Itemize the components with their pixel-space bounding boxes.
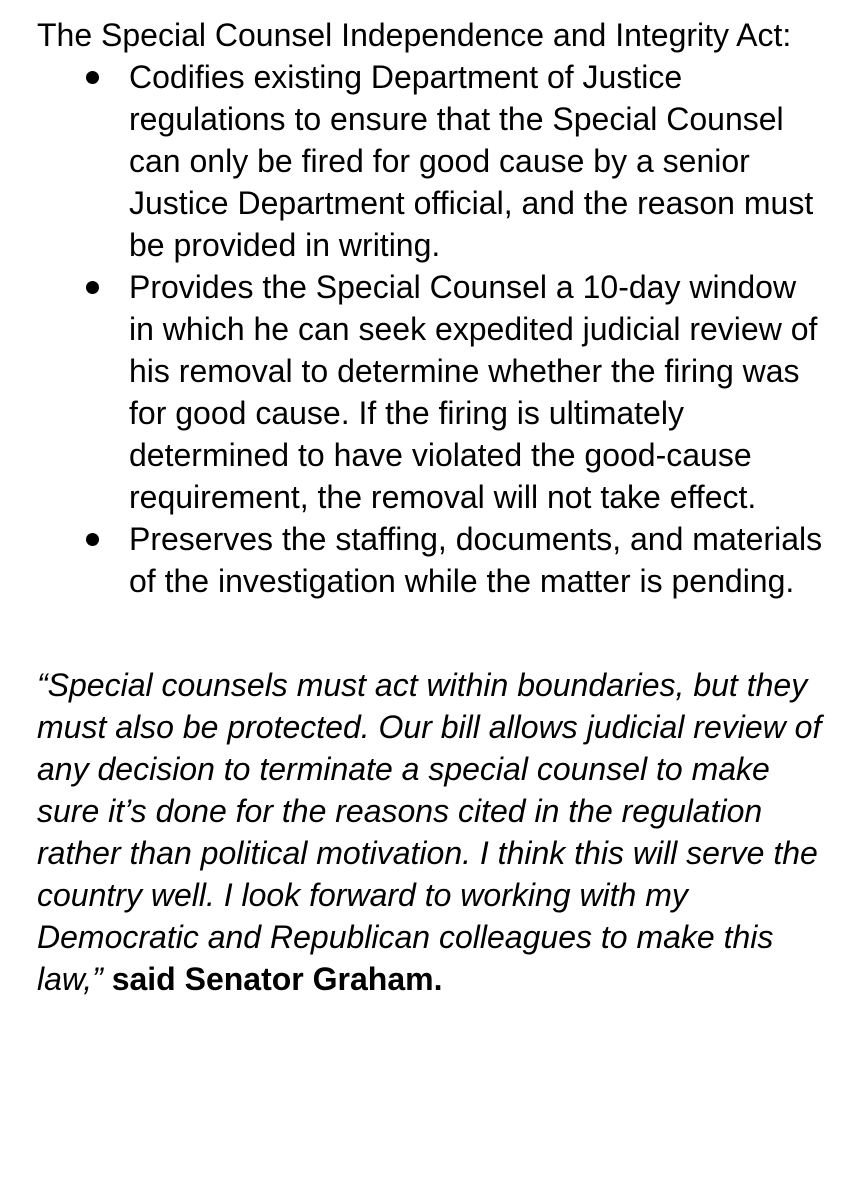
provisions-list [37, 56, 837, 602]
provision-item [37, 56, 829, 266]
provision-text: Preserves the staffing, documents, and materials of the investigation while the matter is pending. [129, 521, 823, 599]
provision-item [37, 518, 829, 602]
quote-text: “Special counsels must act within boundaries, but they must also be protected. Our bill allows judicial review of any decision to terminate a special counsel to make sure it’s done for the reasons cited in the regulation rather than political motivation. I think this will serve the country well. I look forward to working with my Democratic and Republican colleagues to make this law,” [37, 667, 822, 997]
provision-item [37, 266, 829, 518]
bullet-dot-icon [86, 281, 99, 294]
quote-attribution: said Senator Graham. [111, 961, 443, 997]
senator-quote [37, 664, 827, 1000]
document-body [37, 14, 837, 1000]
provision-text: Codifies existing Department of Justice regulations to ensure that the Special Counsel can only be fired for good cause by a senior Justice Department official, and the reason must be provided in writing. [129, 59, 814, 263]
provision-text: Provides the Special Counsel a 10-day window in which he can seek expedited judicial review of his removal to determine whether the firing was for good cause. If the firing is ultimately determined to have violated the good-cause requirement, the removal will not take effect. [129, 269, 818, 515]
bullet-dot-icon [86, 71, 99, 84]
bullet-dot-icon [86, 533, 99, 546]
act-heading: The Special Counsel Independence and Integrity Act: [37, 17, 792, 53]
